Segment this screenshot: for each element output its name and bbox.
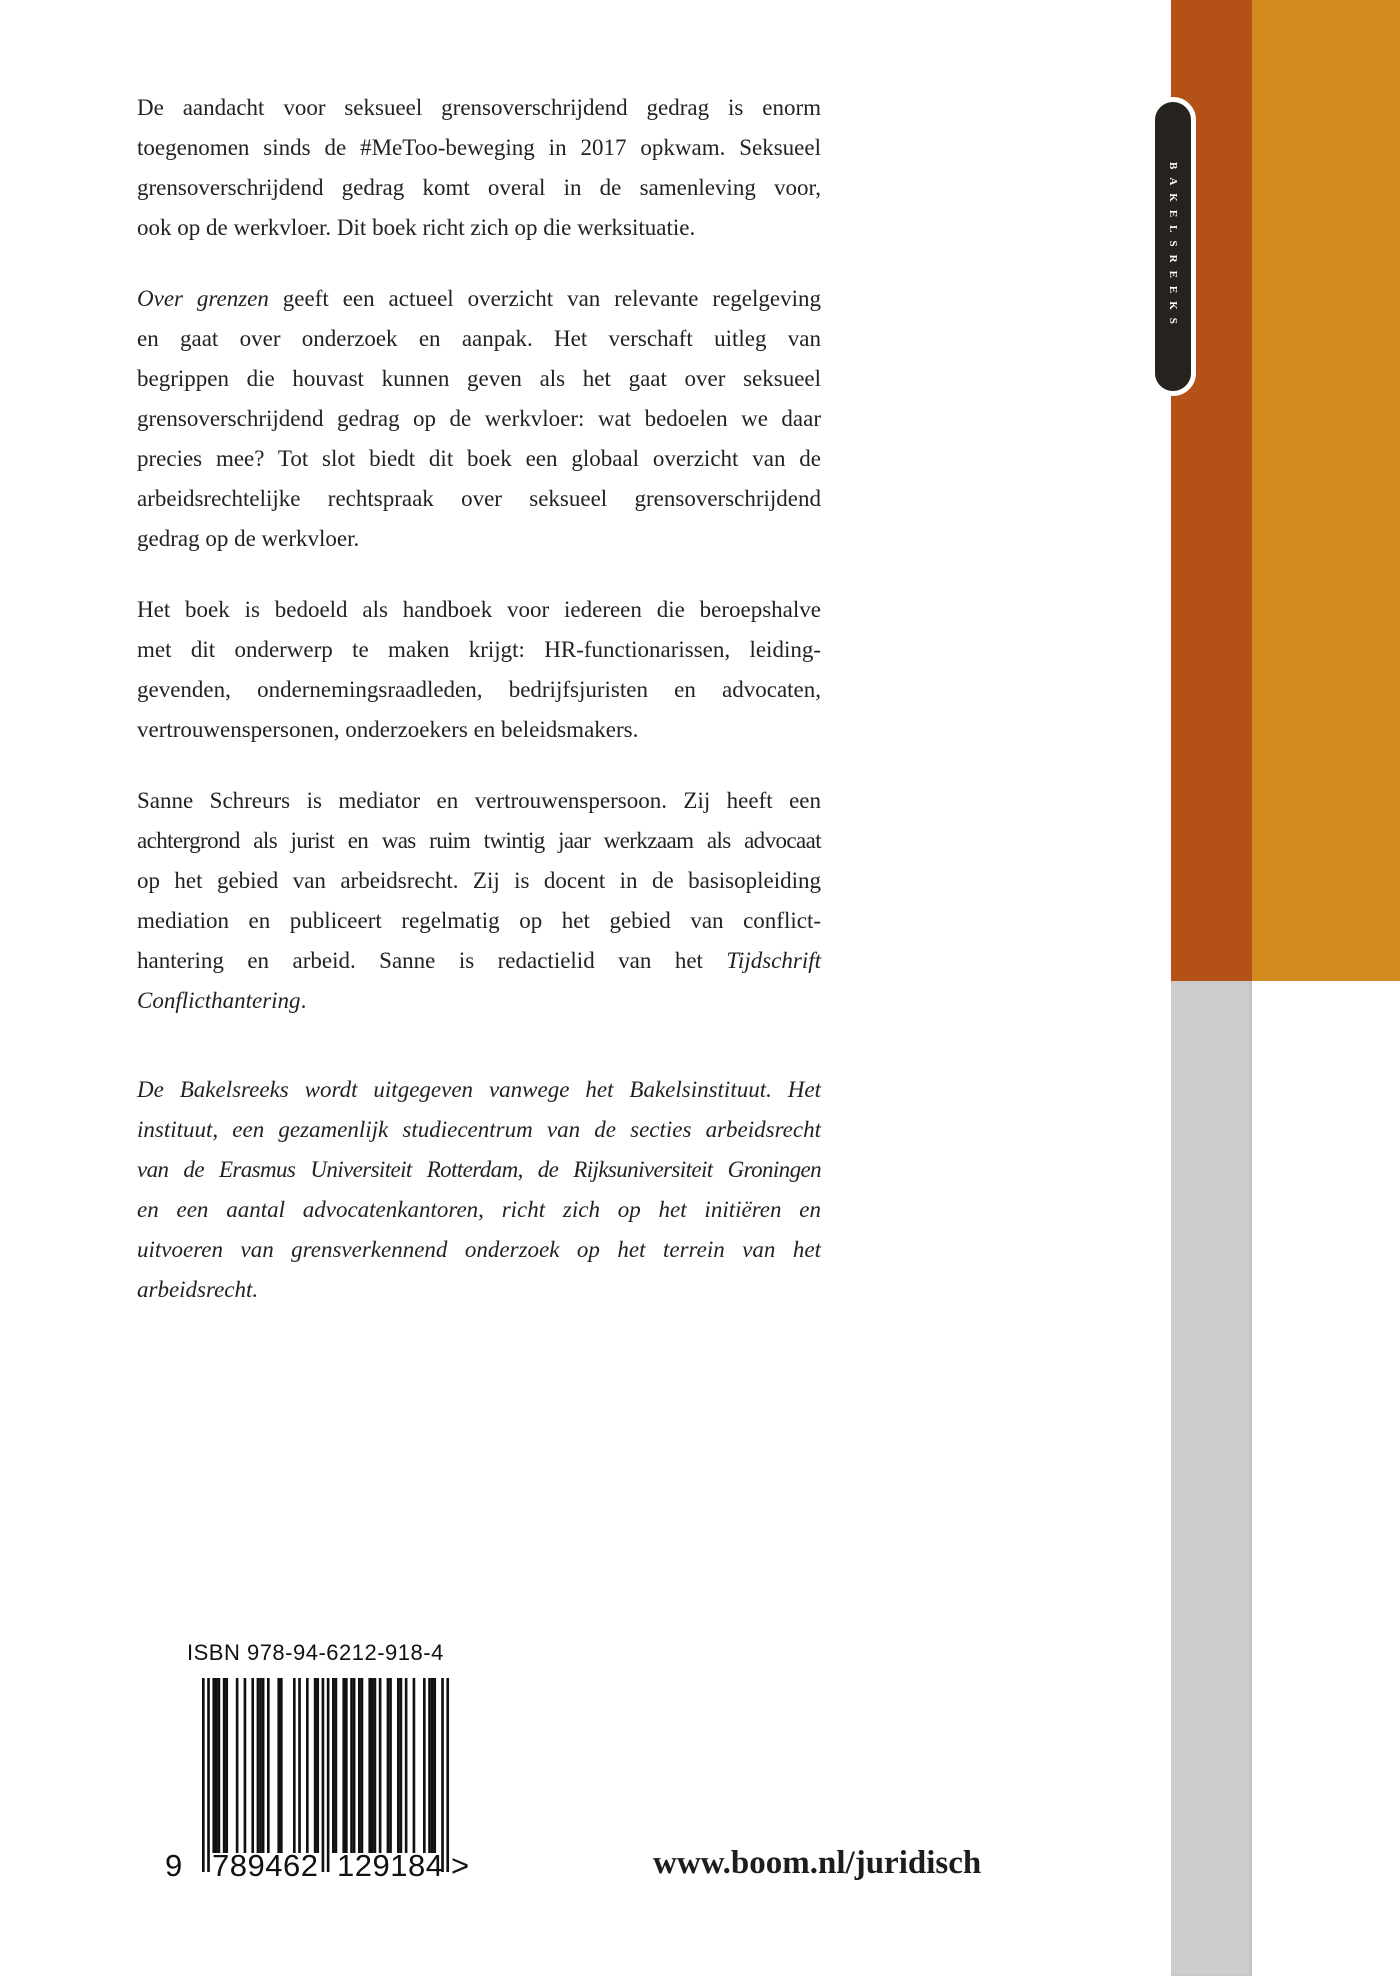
spine-gray-band — [1171, 981, 1252, 1976]
barcode — [202, 1678, 450, 1872]
barcode-digits-group2 — [337, 1848, 443, 1884]
barcode-digit: 8 — [229, 1848, 247, 1883]
text-line: Sanne Schreurs is mediator en vertrouwenspersoon. Zij heeft een — [137, 788, 821, 813]
text-line: arbeidsrechtelijke rechtspraak over seksueel grensoverschrijdend — [137, 486, 821, 511]
text-line: gevenden, ondernemingsraadleden, bedrijfsjuristen en advocaten, — [137, 677, 821, 702]
barcode-digit: 7 — [212, 1848, 230, 1883]
text-line: De Bakelsreeks wordt uitgegeven vanwege het Bakelsinstituut. Het — [137, 1077, 821, 1102]
text-line: arbeidsrecht. — [137, 1277, 259, 1302]
text-line: en gaat over onderzoek en aanpak. Het verschaft uitleg van — [137, 326, 821, 351]
text-line: De aandacht voor seksueel grensoverschrijdend gedrag is enorm — [137, 95, 821, 120]
spine-light-orange-band — [1252, 0, 1400, 981]
barcode-trail-chevron: > — [451, 1848, 470, 1883]
barcode-digit: 9 — [247, 1848, 265, 1883]
text-line: hantering en arbeid. Sanne is redactielid van het Tijdschrift — [137, 948, 821, 973]
text-line: Het boek is bedoeld als handboek voor iedereen die beroepshalve — [137, 597, 821, 622]
barcode-digit: 1 — [390, 1848, 408, 1883]
body-text — [137, 88, 821, 1341]
text-line: van de Erasmus Universiteit Rotterdam, de Rijksuniversiteit Groningen — [137, 1157, 821, 1182]
publisher-website-url: www.boom.nl/juridisch — [653, 1845, 982, 1881]
paragraph — [137, 1070, 821, 1310]
text-line: begrippen die houvast kunnen geven als het gaat over seksueel — [137, 366, 821, 391]
text-line: achtergrond als jurist en was ruim twintig jaar werkzaam als advocaat — [137, 828, 821, 853]
text-line: Conflicthantering. — [137, 988, 307, 1013]
text-line: Over grenzen geeft een actueel overzicht van relevante regelgeving — [137, 286, 821, 311]
barcode-digit: 9 — [372, 1848, 390, 1883]
barcode-digit: 2 — [354, 1848, 372, 1883]
barcode-digits-row — [165, 1848, 495, 1886]
paragraph — [137, 88, 821, 248]
barcode-digit: 2 — [300, 1848, 318, 1883]
paragraph — [137, 279, 821, 559]
text-line: instituut, een gezamenlijk studiecentrum van de secties arbeidsrecht — [137, 1117, 821, 1142]
barcode-digit: 6 — [283, 1848, 301, 1883]
paragraph — [137, 590, 821, 750]
series-pill-label: BAKELSREEKS — [1167, 161, 1179, 332]
barcode-digit: 1 — [337, 1848, 355, 1883]
text-line: vertrouwenspersonen, onderzoekers en beleidsmakers. — [137, 717, 639, 742]
text-line: op het gebied van arbeidsrecht. Zij is docent in de basisopleiding — [137, 868, 821, 893]
text-line: gedrag op de werkvloer. — [137, 526, 360, 551]
text-line: met dit onderwerp te maken krijgt: HR-functionarissen, leiding- — [137, 637, 821, 662]
text-line: toegenomen sinds de #MeToo-beweging in 2017 opkwam. Seksueel — [137, 135, 821, 160]
paragraph — [137, 781, 821, 1021]
barcode-digit: 4 — [265, 1848, 283, 1883]
series-pill-badge — [1150, 97, 1196, 396]
text-line: en een aantal advocatenkantoren, richt zich op het initiëren en — [137, 1197, 821, 1222]
text-line: ook op de werkvloer. Dit boek richt zich op die werksituatie. — [137, 215, 696, 240]
text-line: grensoverschrijdend gedrag komt overal in de samenleving voor, — [137, 175, 821, 200]
isbn-label: ISBN 978-94-6212-918-4 — [187, 1640, 444, 1665]
barcode-digits-group1 — [212, 1848, 318, 1884]
barcode-digit: 8 — [408, 1848, 426, 1883]
text-line: grensoverschrijdend gedrag op de werkvloer: wat bedoelen we daar — [137, 406, 821, 431]
text-line: uitvoeren van grensverkennend onderzoek op het terrein van het — [137, 1237, 821, 1262]
barcode-lead-digit: 9 — [165, 1848, 183, 1883]
text-line: precies mee? Tot slot biedt dit boek een globaal overzicht van de — [137, 446, 821, 471]
barcode-digit: 4 — [425, 1848, 443, 1883]
text-line: mediation en publiceert regelmatig op het gebied van conflict- — [137, 908, 821, 933]
